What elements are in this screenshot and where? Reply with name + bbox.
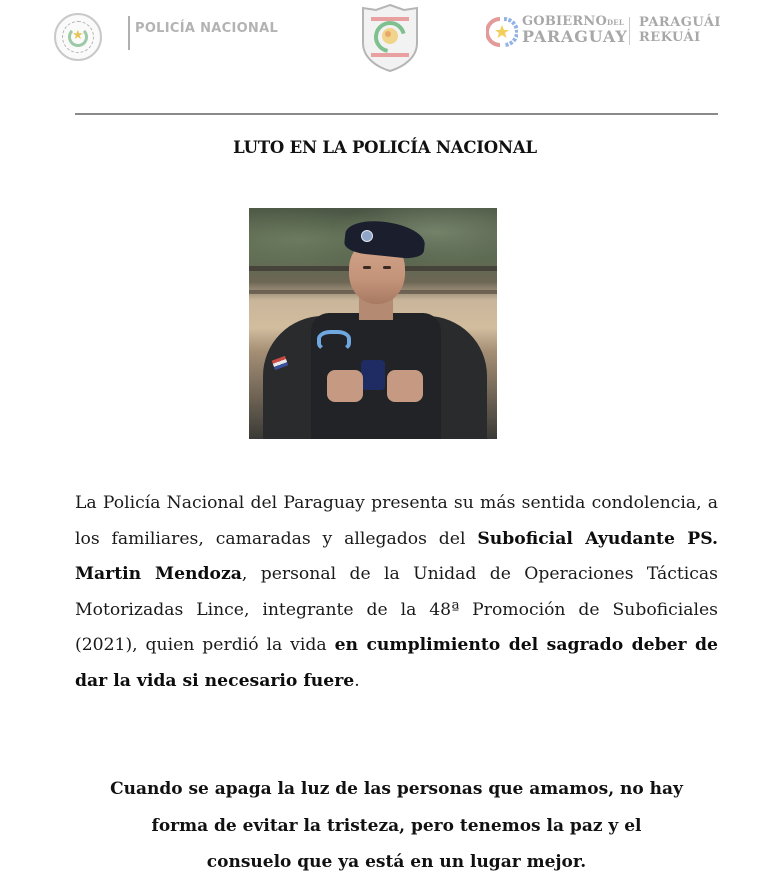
gov-separator [629,17,630,45]
seal-star-icon: ★ [72,28,84,43]
photo-eye-left [363,266,371,269]
letterhead [0,0,770,100]
document-title: LUTO EN LA POLICÍA NACIONAL [233,138,537,157]
gov-line1-small: DEL [607,18,624,27]
paraguai-rekuai-wordmark [639,15,721,45]
gobierno-del-paraguay-star-icon [486,16,518,48]
photo-hand-right [387,370,423,402]
slogan-line1: PARAGUÁI [639,15,722,30]
gobierno-del-paraguay-wordmark [522,15,628,44]
policia-nacional-shield-icon [359,3,421,73]
duty-phrase: en cumplimiento del sagrado deber de dar la vida si necesario fuere [75,635,718,691]
officer-name: Suboficial Ayudante PS. Martin Mendoza [75,528,718,585]
closing-line-3: consuelo que ya está en un lugar mejor. [206,852,587,872]
photo-eye-right [383,266,391,269]
institution-name: POLICÍA NACIONAL [135,21,279,36]
gov-line2: PARAGUAY [522,27,628,46]
header-divider [75,113,718,115]
header-separator [128,16,130,50]
photo-radio [361,360,385,390]
slogan-line2: REKUÁI [639,30,701,45]
condolence-paragraph [75,486,718,700]
paragraph-text-1: La Policía Nacional del Paraguay presenta su más sentida condolencia, a los familiares, camaradas y allegados del [75,493,718,549]
paragraph-text-2: , personal de la Unidad de Operaciones Tácticas Motorizadas Lince, integrante de la 48ª Promoción de Suboficiales (2021), quien perdió la vida [75,564,718,656]
unit-patch-icon [317,330,351,352]
republica-del-paraguay-seal-icon [54,13,102,61]
closing-line-1: Cuando se apaga la luz de las personas que amamos, no hay [110,779,683,799]
photo-hand-left [327,370,363,402]
paragraph-text-3: . [354,670,360,691]
beret-badge-icon [361,230,373,242]
closing-quote [70,771,723,881]
officer-photo [249,208,497,439]
closing-line-2: forma de evitar la tristeza, pero tenemos la paz y el [151,815,642,836]
gov-line1: GOBIERNO [522,14,608,29]
